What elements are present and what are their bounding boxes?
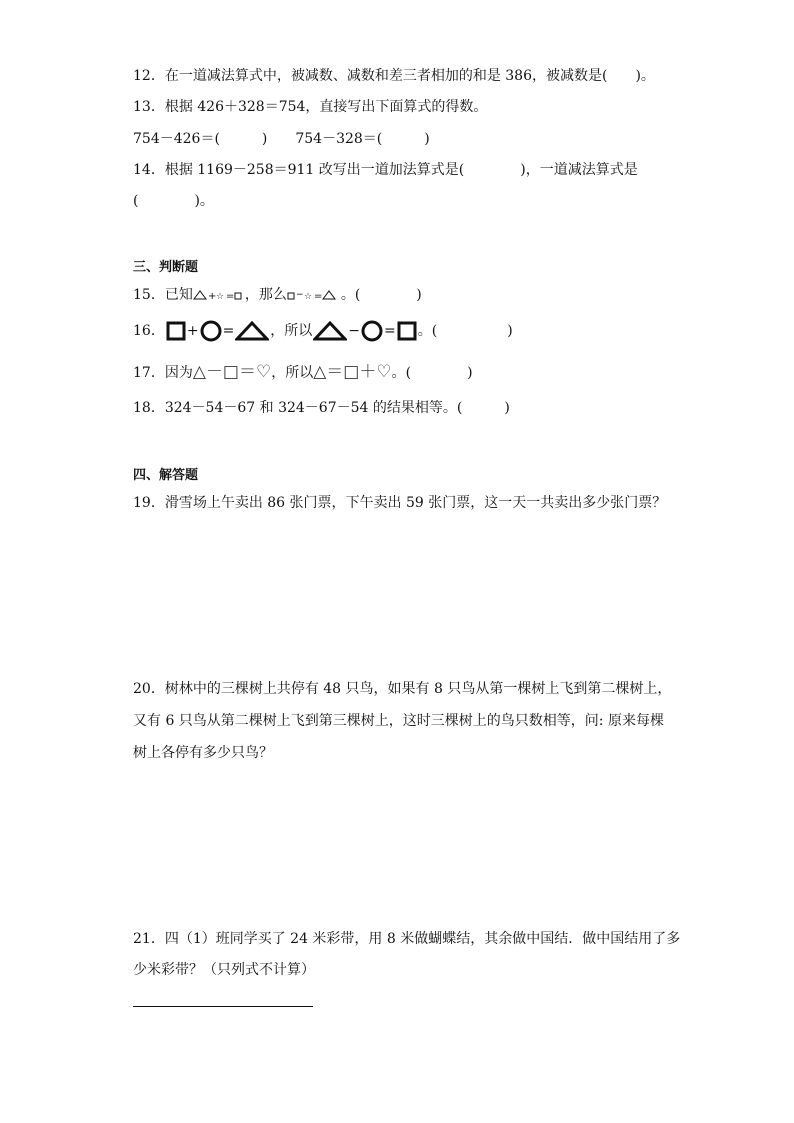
question-20-line-1: 20．树林中的三棵树上共停有 48 只鸟，如果有 8 只鸟从第一棵树上飞到第二棵树上，: [133, 681, 672, 697]
question-13-subitems: 754－426＝( ) 754－328＝( ): [133, 131, 430, 147]
question-14-line-1: 14．根据 1169－258＝911 改写出一道加法算式是( )，一道减法算式是: [133, 162, 638, 178]
svg-text:+: +: [207, 291, 217, 302]
question-16-number: 16．: [133, 323, 165, 339]
so-text: ，所以: [270, 323, 313, 339]
question-12: 12．在一道减法算式中，被减数、减数和差三者相加的和是 386，被减数是( )。: [133, 68, 655, 84]
question-21-line-1: 21．四（1）班同学买了 24 米彩带，用 8 米做蝴蝶结，其余做中国结．做中国结用了多: [133, 931, 681, 947]
question-19: 19．滑雪场上午卖出 86 张门票，下午卖出 59 张门票，这一天一共卖出多少张门票？: [133, 495, 667, 511]
q15-expr-square-minus-star-eq-triangle-icon: [287, 288, 341, 302]
question-14-line-2: ( )。: [133, 193, 214, 209]
q15-expr-triangle-plus-star-eq-square-icon: [193, 288, 245, 302]
question-17-expression-2: △＝□＋♡: [313, 362, 392, 382]
question-16: [133, 319, 513, 343]
equals-sign: =: [222, 323, 235, 339]
svg-text:☆: ☆: [303, 292, 312, 302]
circle-icon: [200, 320, 222, 342]
question-21-line-2: 少米彩带？（只列式不计算）: [133, 962, 315, 978]
question-17-number: 17．因为: [133, 365, 193, 381]
question-15-end: 。( ): [340, 287, 422, 303]
svg-text:=: =: [313, 291, 323, 302]
svg-text:−: −: [295, 290, 304, 300]
circle-icon: [361, 320, 383, 342]
plus-sign: +: [186, 323, 199, 339]
question-17-expression-1: △－□＝♡: [192, 362, 272, 382]
triangle-icon: [235, 321, 269, 341]
question-17-so: ，所以: [271, 365, 314, 381]
square-icon: [166, 321, 186, 341]
svg-text:☆: ☆: [215, 292, 224, 302]
svg-text:=: =: [225, 291, 235, 302]
square-icon: [397, 321, 417, 341]
section-heading-true-false: 三、判断题: [133, 260, 199, 275]
question-18: 18．324－54－67 和 324－67－54 的结果相等。( ): [133, 400, 510, 416]
question-20-line-2: 又有 6 只鸟从第二棵树上飞到第三棵树上，这时三棵树上的鸟只数相等，问: 原来每棵: [133, 713, 664, 729]
minus-sign: −: [348, 323, 361, 339]
section-heading-word-problems: 四、解答题: [133, 468, 199, 483]
question-15-number: 15．已知: [133, 287, 193, 303]
answer-line[interactable]: [133, 1006, 313, 1007]
question-17-end: 。( ): [391, 365, 473, 381]
question-15: [133, 285, 422, 305]
question-16-end: 。( ): [417, 323, 513, 339]
question-20-line-3: 树上各停有多少只鸟？: [133, 745, 273, 761]
question-13: 13．根据 426＋328＝754，直接写出下面算式的得数。: [133, 99, 488, 115]
equals-sign: =: [384, 323, 396, 339]
question-17: [133, 361, 473, 384]
question-15-then: ，那么: [244, 287, 287, 303]
triangle-icon: [313, 321, 347, 341]
